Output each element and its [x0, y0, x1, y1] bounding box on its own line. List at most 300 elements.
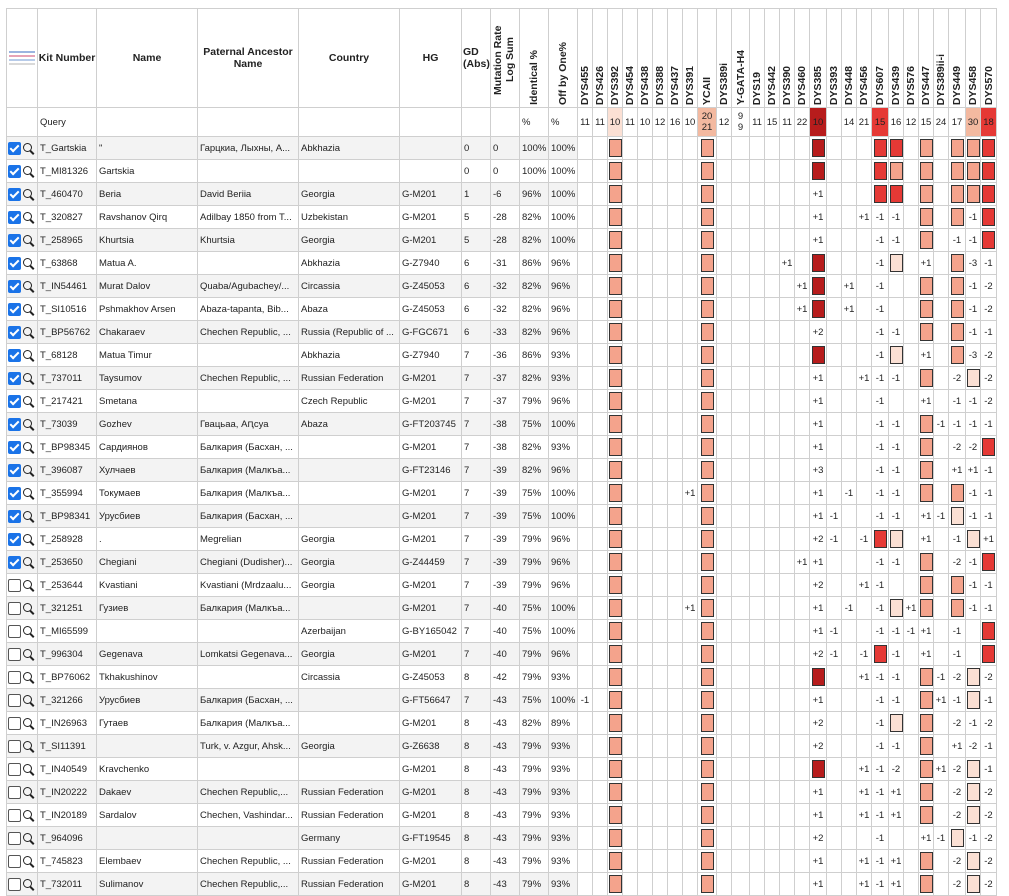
kit-cell: T_MI65599: [38, 620, 97, 643]
table-row[interactable]: [7, 390, 997, 413]
gd-cell: 7: [462, 367, 491, 390]
row-checkbox[interactable]: [8, 671, 21, 684]
row-checkbox[interactable]: [8, 326, 21, 339]
table-row[interactable]: [7, 206, 997, 229]
marker-cell: [949, 551, 966, 574]
marker-cell: [717, 643, 732, 666]
marker-cell: [698, 689, 717, 712]
row-checkbox[interactable]: [8, 740, 21, 753]
marker-cell: [810, 344, 827, 367]
table-row[interactable]: [7, 758, 997, 781]
query-marker-value: [780, 108, 795, 137]
marker-cell: [668, 620, 683, 643]
query-marker-value: [810, 108, 827, 137]
marker-cell: [981, 482, 997, 505]
marker-cell: [765, 229, 780, 252]
marker-header-dys456[interactable]: [857, 9, 872, 108]
marker-cell: [780, 183, 795, 206]
marker-header-dys447[interactable]: [919, 9, 934, 108]
marker-cell: [889, 275, 904, 298]
marker-diff-label: +1: [812, 556, 824, 568]
marker-cell: [872, 758, 889, 781]
magnifier-icon[interactable]: [23, 580, 32, 589]
row-checkbox[interactable]: [8, 510, 21, 523]
marker-diff-label: +1: [812, 786, 824, 798]
marker-diff-label: -1: [875, 855, 885, 867]
marker-cell: [981, 873, 997, 896]
marker-cell: [698, 781, 717, 804]
marker-header-dys388[interactable]: [653, 9, 668, 108]
row-checkbox[interactable]: [8, 648, 21, 661]
marker-cell: [683, 298, 698, 321]
marker-diff-label: -2: [891, 763, 901, 775]
marker-cell: [780, 827, 795, 850]
magnifier-icon[interactable]: [23, 787, 32, 796]
marker-diff-label: -2: [952, 372, 962, 384]
row-select-cell: [7, 137, 38, 160]
magnifier-icon[interactable]: [23, 304, 32, 313]
row-checkbox[interactable]: [8, 349, 21, 362]
identical-header[interactable]: [520, 9, 549, 108]
off-by-one-header[interactable]: [549, 9, 578, 108]
marker-cell: [857, 505, 872, 528]
marker-cell: [623, 666, 638, 689]
row-checkbox[interactable]: [8, 855, 21, 868]
marker-cell: [623, 298, 638, 321]
row-checkbox[interactable]: [8, 418, 21, 431]
table-row[interactable]: [7, 183, 997, 206]
magnifier-icon[interactable]: [23, 373, 32, 382]
magnifier-icon[interactable]: [23, 718, 32, 727]
magnifier-icon[interactable]: [23, 511, 32, 520]
table-row[interactable]: [7, 620, 997, 643]
marker-cell: [795, 367, 810, 390]
marker-box: [967, 852, 980, 870]
name-cell: Chakaraev: [97, 321, 198, 344]
marker-cell: [981, 436, 997, 459]
marker-header-dys438[interactable]: [638, 9, 653, 108]
name-cell: Kvastiani: [97, 574, 198, 597]
magnifier-icon[interactable]: [23, 166, 32, 175]
marker-header-dys19[interactable]: [750, 9, 765, 108]
marker-cell: [889, 758, 904, 781]
marker-cell: [872, 528, 889, 551]
ancestor-cell: Quaba/Agubachey/...: [198, 275, 299, 298]
marker-cell: [765, 298, 780, 321]
marker-cell: [966, 528, 981, 551]
query-marker-value: [827, 108, 842, 137]
marker-header-dys455[interactable]: [578, 9, 593, 108]
marker-cell: [698, 436, 717, 459]
magnifier-icon[interactable]: [23, 350, 32, 359]
marker-cell: [857, 390, 872, 413]
magnifier-icon[interactable]: [23, 741, 32, 750]
marker-header-dys437[interactable]: [668, 9, 683, 108]
marker-header-dys389ii-i[interactable]: [934, 9, 949, 108]
magnifier-icon[interactable]: [23, 879, 32, 888]
row-checkbox[interactable]: [8, 211, 21, 224]
name-cell: Khurtsia: [97, 229, 198, 252]
marker-cell: [810, 459, 827, 482]
magnifier-icon[interactable]: [23, 442, 32, 451]
table-row[interactable]: [7, 735, 997, 758]
marker-box: [920, 852, 933, 870]
table-row[interactable]: [7, 712, 997, 735]
marker-header-dys449[interactable]: [949, 9, 966, 108]
row-checkbox[interactable]: [8, 763, 21, 776]
magnifier-icon[interactable]: [23, 212, 32, 221]
identical-cell: 79%: [520, 643, 549, 666]
marker-cell: [780, 206, 795, 229]
gd-cell: 6: [462, 321, 491, 344]
row-checkbox[interactable]: [8, 142, 21, 155]
off-by-one-cell: 96%: [549, 459, 578, 482]
table-row[interactable]: [7, 160, 997, 183]
table-row[interactable]: [7, 367, 997, 390]
marker-header-dys385[interactable]: [810, 9, 827, 108]
marker-cell: [623, 597, 638, 620]
marker-cell: [717, 735, 732, 758]
magnifier-icon[interactable]: [23, 557, 32, 566]
gd-header[interactable]: GD (Abs): [462, 9, 491, 108]
marker-cell: [750, 183, 765, 206]
marker-cell: [765, 206, 780, 229]
marker-header-dys448[interactable]: [842, 9, 857, 108]
table-row[interactable]: [7, 873, 997, 896]
marker-cell: [683, 827, 698, 850]
marker-box: [890, 162, 903, 180]
marker-header-label: DYS19: [751, 71, 763, 105]
query-empty: [299, 108, 400, 137]
row-checkbox[interactable]: [8, 579, 21, 592]
marker-box: [951, 484, 964, 502]
magnifier-icon[interactable]: [23, 189, 32, 198]
magnifier-icon[interactable]: [23, 810, 32, 819]
marker-cell: [638, 137, 653, 160]
magnifier-icon[interactable]: [23, 833, 32, 842]
row-checkbox[interactable]: [8, 878, 21, 891]
marker-cell: [934, 505, 949, 528]
row-checkbox[interactable]: [8, 694, 21, 707]
row-select-cell: [7, 574, 38, 597]
magnifier-icon[interactable]: [23, 856, 32, 865]
table-row[interactable]: [7, 804, 997, 827]
row-checkbox[interactable]: [8, 809, 21, 822]
marker-cell: [623, 827, 638, 850]
table-row[interactable]: [7, 137, 997, 160]
table-row[interactable]: [7, 597, 997, 620]
off-by-one-cell: 93%: [549, 827, 578, 850]
ancestor-cell: Гвацьаа, Аԥсуа: [198, 413, 299, 436]
marker-box: [609, 622, 622, 640]
marker-cell: [638, 275, 653, 298]
row-checkbox[interactable]: [8, 257, 21, 270]
marker-cell: [750, 620, 765, 643]
query-marker-value: [889, 108, 904, 137]
magnifier-icon[interactable]: [23, 534, 32, 543]
marker-cell: [872, 436, 889, 459]
marker-header-dys570[interactable]: [981, 9, 997, 108]
marker-diff-label: -1: [875, 326, 885, 338]
magnifier-icon[interactable]: [23, 143, 32, 152]
marker-cell: [593, 758, 608, 781]
marker-header-dys442[interactable]: [765, 9, 780, 108]
table-row[interactable]: [7, 689, 997, 712]
table-row[interactable]: [7, 827, 997, 850]
row-checkbox[interactable]: [8, 441, 21, 454]
mutation-cell: -28: [491, 229, 520, 252]
marker-box: [812, 668, 825, 686]
marker-diff-label: +1: [812, 878, 824, 890]
marker-cell: [732, 160, 750, 183]
marker-cell: [981, 551, 997, 574]
marker-cell: [872, 137, 889, 160]
row-checkbox[interactable]: [8, 234, 21, 247]
ancestor-cell: Chechen Republic,...: [198, 873, 299, 896]
marker-header-dys454[interactable]: [623, 9, 638, 108]
magnifier-icon[interactable]: [23, 603, 32, 612]
table-row[interactable]: [7, 252, 997, 275]
marker-cell: [623, 528, 638, 551]
row-checkbox[interactable]: [8, 464, 21, 477]
table-row[interactable]: [7, 643, 997, 666]
magnifier-icon[interactable]: [23, 465, 32, 474]
marker-cell: [683, 712, 698, 735]
marker-cell: [981, 850, 997, 873]
marker-cell: [795, 505, 810, 528]
marker-cell: [857, 551, 872, 574]
table-row[interactable]: [7, 459, 997, 482]
magnifier-icon[interactable]: [23, 281, 32, 290]
hg-header[interactable]: HG: [400, 9, 462, 108]
table-row[interactable]: [7, 666, 997, 689]
name-header[interactable]: Name: [97, 9, 198, 108]
marker-cell: [578, 643, 593, 666]
marker-cell: [668, 781, 683, 804]
marker-header-dys392[interactable]: [608, 9, 623, 108]
marker-header-ycaii[interactable]: [698, 9, 717, 108]
off-by-one-cell: 100%: [549, 620, 578, 643]
off-by-one-cell: 100%: [549, 160, 578, 183]
marker-header-dys393[interactable]: [827, 9, 842, 108]
marker-header-dys391[interactable]: [683, 9, 698, 108]
marker-cell: [981, 160, 997, 183]
mutation-cell: -43: [491, 712, 520, 735]
query-marker-value: [623, 108, 638, 137]
marker-diff-label: +1: [983, 533, 994, 545]
table-row[interactable]: [7, 298, 997, 321]
marker-header-dys607[interactable]: [872, 9, 889, 108]
table-row[interactable]: [7, 781, 997, 804]
marker-cell: [966, 735, 981, 758]
hg-cell: G-M201: [400, 643, 462, 666]
marker-cell: [919, 183, 934, 206]
row-checkbox[interactable]: [8, 165, 21, 178]
marker-cell: [717, 344, 732, 367]
marker-diff-label: -1: [875, 418, 885, 430]
marker-header-dys426[interactable]: [593, 9, 608, 108]
table-row[interactable]: [7, 436, 997, 459]
hg-cell: G-M201: [400, 390, 462, 413]
row-checkbox[interactable]: [8, 395, 21, 408]
gd-cell: 8: [462, 827, 491, 850]
ancestor-cell: Балкария (Малкъа...: [198, 482, 299, 505]
marker-diff-label: +1: [796, 303, 808, 315]
table-row[interactable]: [7, 321, 997, 344]
marker-box: [701, 323, 714, 341]
marker-header-dys390[interactable]: [780, 9, 795, 108]
mutation-cell: -43: [491, 689, 520, 712]
marker-cell: [795, 666, 810, 689]
marker-cell: [827, 551, 842, 574]
marker-cell: [780, 643, 795, 666]
marker-box: [609, 346, 622, 364]
row-checkbox[interactable]: [8, 786, 21, 799]
marker-cell: [638, 781, 653, 804]
marker-header-dys389i[interactable]: [717, 9, 732, 108]
marker-box: [951, 507, 964, 525]
marker-cell: [842, 643, 857, 666]
marker-header-label: DYS439: [890, 65, 902, 105]
marker-diff-label: +1: [812, 602, 824, 614]
marker-cell: [765, 252, 780, 275]
marker-cell: [981, 298, 997, 321]
marker-diff-label: -1: [580, 694, 590, 706]
off-by-one-cell: 96%: [549, 574, 578, 597]
marker-cell: [668, 298, 683, 321]
row-checkbox[interactable]: [8, 556, 21, 569]
kit-cell: T_SI10516: [38, 298, 97, 321]
magnifier-icon[interactable]: [23, 626, 32, 635]
country-cell: [299, 160, 400, 183]
marker-cell: [717, 413, 732, 436]
magnifier-icon[interactable]: [23, 764, 32, 773]
marker-cell: [810, 505, 827, 528]
row-checkbox[interactable]: [8, 303, 21, 316]
query-value-label: 21: [701, 122, 713, 133]
marker-header-dys458[interactable]: [966, 9, 981, 108]
country-header[interactable]: Country: [299, 9, 400, 108]
marker-header-dys576[interactable]: [904, 9, 919, 108]
gd-cell: 6: [462, 275, 491, 298]
mutation-cell: -31: [491, 252, 520, 275]
marker-box: [920, 438, 933, 456]
row-checkbox[interactable]: [8, 280, 21, 293]
marker-cell: [638, 436, 653, 459]
table-row[interactable]: [7, 344, 997, 367]
marker-cell: [872, 850, 889, 873]
marker-diff-label: +1: [812, 510, 824, 522]
gd-cell: 7: [462, 505, 491, 528]
marker-cell: [717, 620, 732, 643]
marker-cell: [919, 321, 934, 344]
marker-cell: [842, 758, 857, 781]
marker-cell: [750, 689, 765, 712]
marker-box: [967, 162, 980, 180]
ancestor-header[interactable]: Paternal Ancestor Name: [198, 9, 299, 108]
marker-header-dys439[interactable]: [889, 9, 904, 108]
marker-cell: [795, 252, 810, 275]
marker-header-label: DYS391: [684, 65, 696, 105]
magnifier-icon[interactable]: [23, 419, 32, 428]
row-checkbox[interactable]: [8, 372, 21, 385]
marker-cell: [638, 229, 653, 252]
marker-cell: [750, 574, 765, 597]
marker-cell: [949, 413, 966, 436]
marker-box: [967, 139, 980, 157]
row-checkbox[interactable]: [8, 188, 21, 201]
gd-cell: 7: [462, 436, 491, 459]
table-row[interactable]: [7, 528, 997, 551]
marker-diff-label: -2: [984, 372, 993, 384]
marker-cell: [857, 459, 872, 482]
marker-header-y-gata-h4[interactable]: [732, 9, 750, 108]
marker-box: [874, 530, 887, 548]
table-row[interactable]: [7, 482, 997, 505]
marker-cell: [857, 436, 872, 459]
table-row[interactable]: [7, 505, 997, 528]
off-by-one-cell: 89%: [549, 712, 578, 735]
hg-cell: G-M201: [400, 597, 462, 620]
magnifier-icon[interactable]: [23, 695, 32, 704]
marker-cell: [966, 712, 981, 735]
off-by-one-cell: 93%: [549, 344, 578, 367]
marker-cell: [949, 689, 966, 712]
table-row[interactable]: [7, 275, 997, 298]
hg-cell: G-M201: [400, 804, 462, 827]
row-checkbox[interactable]: [8, 602, 21, 615]
marker-cell: [717, 298, 732, 321]
mutation-header[interactable]: [491, 9, 520, 108]
marker-box: [701, 392, 714, 410]
marker-cell: [795, 206, 810, 229]
magnifier-icon[interactable]: [23, 396, 32, 405]
magnifier-icon[interactable]: [23, 258, 32, 267]
marker-diff-label: -1: [984, 579, 993, 591]
marker-cell: [683, 344, 698, 367]
table-row[interactable]: [7, 574, 997, 597]
row-checkbox[interactable]: [8, 487, 21, 500]
marker-diff-label: -1: [936, 510, 946, 522]
magnifier-icon[interactable]: [23, 488, 32, 497]
kit-header[interactable]: Kit Number: [38, 9, 97, 108]
table-row[interactable]: [7, 229, 997, 252]
row-checkbox[interactable]: [8, 717, 21, 730]
row-checkbox[interactable]: [8, 625, 21, 638]
off-by-one-cell: 100%: [549, 137, 578, 160]
row-checkbox[interactable]: [8, 533, 21, 546]
marker-cell: [949, 206, 966, 229]
table-row[interactable]: [7, 551, 997, 574]
marker-cell: [827, 482, 842, 505]
marker-cell: [810, 252, 827, 275]
marker-box: [920, 185, 933, 203]
marker-cell: [904, 574, 919, 597]
magnifier-icon[interactable]: [23, 235, 32, 244]
table-row[interactable]: [7, 413, 997, 436]
marker-cell: [842, 528, 857, 551]
magnifier-icon[interactable]: [23, 672, 32, 681]
marker-cell: [623, 160, 638, 183]
magnifier-icon[interactable]: [23, 649, 32, 658]
marker-header-dys460[interactable]: [795, 9, 810, 108]
table-row[interactable]: [7, 850, 997, 873]
marker-cell: [904, 689, 919, 712]
magnifier-icon[interactable]: [23, 327, 32, 336]
row-checkbox[interactable]: [8, 832, 21, 845]
query-value-label: 15: [874, 116, 886, 128]
marker-cell: [732, 712, 750, 735]
